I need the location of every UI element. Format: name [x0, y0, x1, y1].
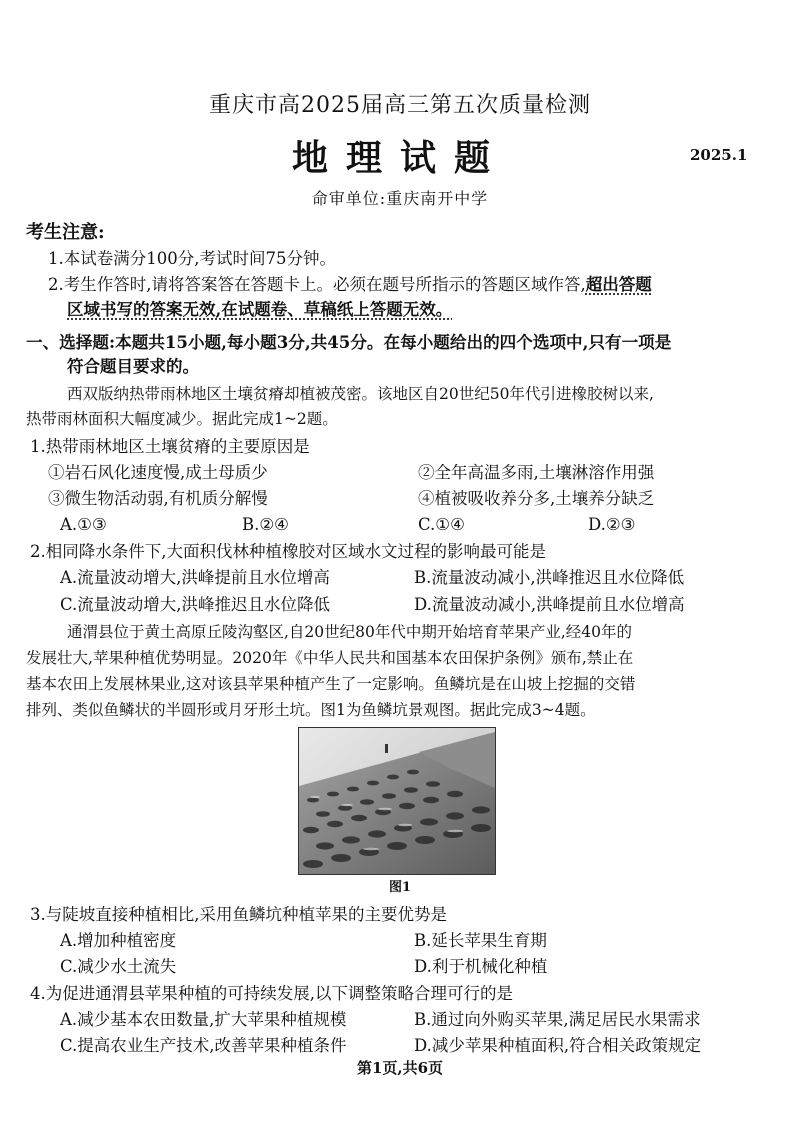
- exam-title: 重庆市高2025届高三第五次质量检测: [209, 93, 591, 118]
- question-3-stem: 3.与陡坡直接种植相比,采用鱼鳞坑种植苹果的主要优势是: [30, 905, 447, 924]
- q4-option-d: D.减少苹果种植面积,符合相关政策规定: [414, 1036, 702, 1055]
- notice-item-2-cont: 区域书写的答案无效,在试题卷、草稿纸上答题无效。: [67, 300, 453, 319]
- notice-item-1: 1.本试卷满分100分,考试时间75分钟。: [48, 249, 336, 268]
- q2-option-b: B.流量波动减小,洪峰推迟且水位降低: [414, 568, 685, 587]
- q1-option-d: D.②③: [588, 515, 636, 534]
- q1-option-c: C.①④: [418, 515, 465, 534]
- q3-option-b: B.延长苹果生育期: [414, 931, 547, 950]
- q4-option-b: B.通过向外购买苹果,满足居民水果需求: [414, 1010, 701, 1029]
- passage-2-line-3: 基本农田上发展林果业,这对该县苹果种植产生了一定影响。鱼鳞坑是在山坡上挖掘的交错: [26, 675, 636, 693]
- q1-statement-2: ②全年高温多雨,土壤淋溶作用强: [418, 463, 655, 482]
- q3-option-d: D.利于机械化种植: [414, 957, 548, 976]
- notice-item-2-emphasis: 超出答题: [585, 275, 652, 294]
- question-1-stem: 1.热带雨林地区土壤贫瘠的主要原因是: [30, 437, 310, 456]
- passage-2-line-4: 排列、类似鱼鳞状的半圆形或月牙形土坑。图1为鱼鳞坑景观图。据此完成3~4题。: [26, 701, 596, 719]
- q4-option-a: A.减少基本农田数量,扩大苹果种植规模: [60, 1010, 347, 1029]
- section-heading-cont: 符合题目要求的。: [67, 357, 199, 376]
- question-2-stem: 2.相同降水条件下,大面积伐林种植橡胶对区域水文过程的影响最可能是: [30, 542, 546, 561]
- passage-1-line-2: 热带雨林面积大幅度减少。据此完成1~2题。: [26, 410, 338, 428]
- q3-option-a: A.增加种植密度: [60, 931, 177, 950]
- q1-statement-4: ④植被吸收养分多,土壤养分缺乏: [418, 489, 655, 508]
- q2-option-c: C.流量波动增大,洪峰推迟且水位降低: [60, 595, 331, 614]
- q2-option-a: A.流量波动增大,洪峰提前且水位增高: [60, 568, 330, 587]
- subject-title: 地理试题: [291, 137, 508, 179]
- q2-option-d: D.流量波动减小,洪峰提前且水位增高: [414, 595, 685, 614]
- notice-heading: 考生注意:: [26, 222, 105, 243]
- q4-option-c: C.提高农业生产技术,改善苹果种植条件: [60, 1036, 347, 1055]
- passage-2-line-2: 发展壮大,苹果种植优势明显。2020年《中华人民共和国基本农田保护条例》颁布,禁止在: [26, 649, 634, 667]
- q1-statement-1: ①岩石风化速度慢,成土母质少: [48, 463, 268, 482]
- fish-scale-pit-photo: [298, 727, 496, 875]
- section-heading: 一、选择题:本题共15小题,每小题3分,共45分。在每小题给出的四个选项中,只有一项是: [26, 332, 672, 352]
- q1-statement-3: ③微生物活动弱,有机质分解慢: [48, 489, 268, 508]
- author-unit: 命审单位:重庆南开中学: [311, 189, 489, 208]
- q3-option-c: C.减少水土流失: [60, 957, 177, 976]
- page-number: 第1页,共6页: [356, 1059, 444, 1077]
- passage-1-line-1: 西双版纳热带雨林地区土壤贫瘠却植被茂密。该地区自20世纪50年代引进橡胶树以来,: [67, 385, 654, 403]
- notice-item-2: [48, 273, 652, 297]
- q1-option-a: A.①③: [60, 515, 107, 534]
- question-4-stem: 4.为促进通渭县苹果种植的可持续发展,以下调整策略合理可行的是: [30, 984, 513, 1003]
- figure-caption: 图1: [388, 880, 412, 895]
- passage-2-line-1: 通渭县位于黄土高原丘陵沟壑区,自20世纪80年代中期开始培育苹果产业,经40年的: [67, 623, 633, 641]
- exam-date: 2025.1: [690, 146, 748, 164]
- q1-option-b: B.②④: [242, 515, 289, 534]
- notice-item-2-text: 2.考生作答时,请将答案答在答题卡上。必须在题号所指示的答题区域作答,: [48, 275, 586, 294]
